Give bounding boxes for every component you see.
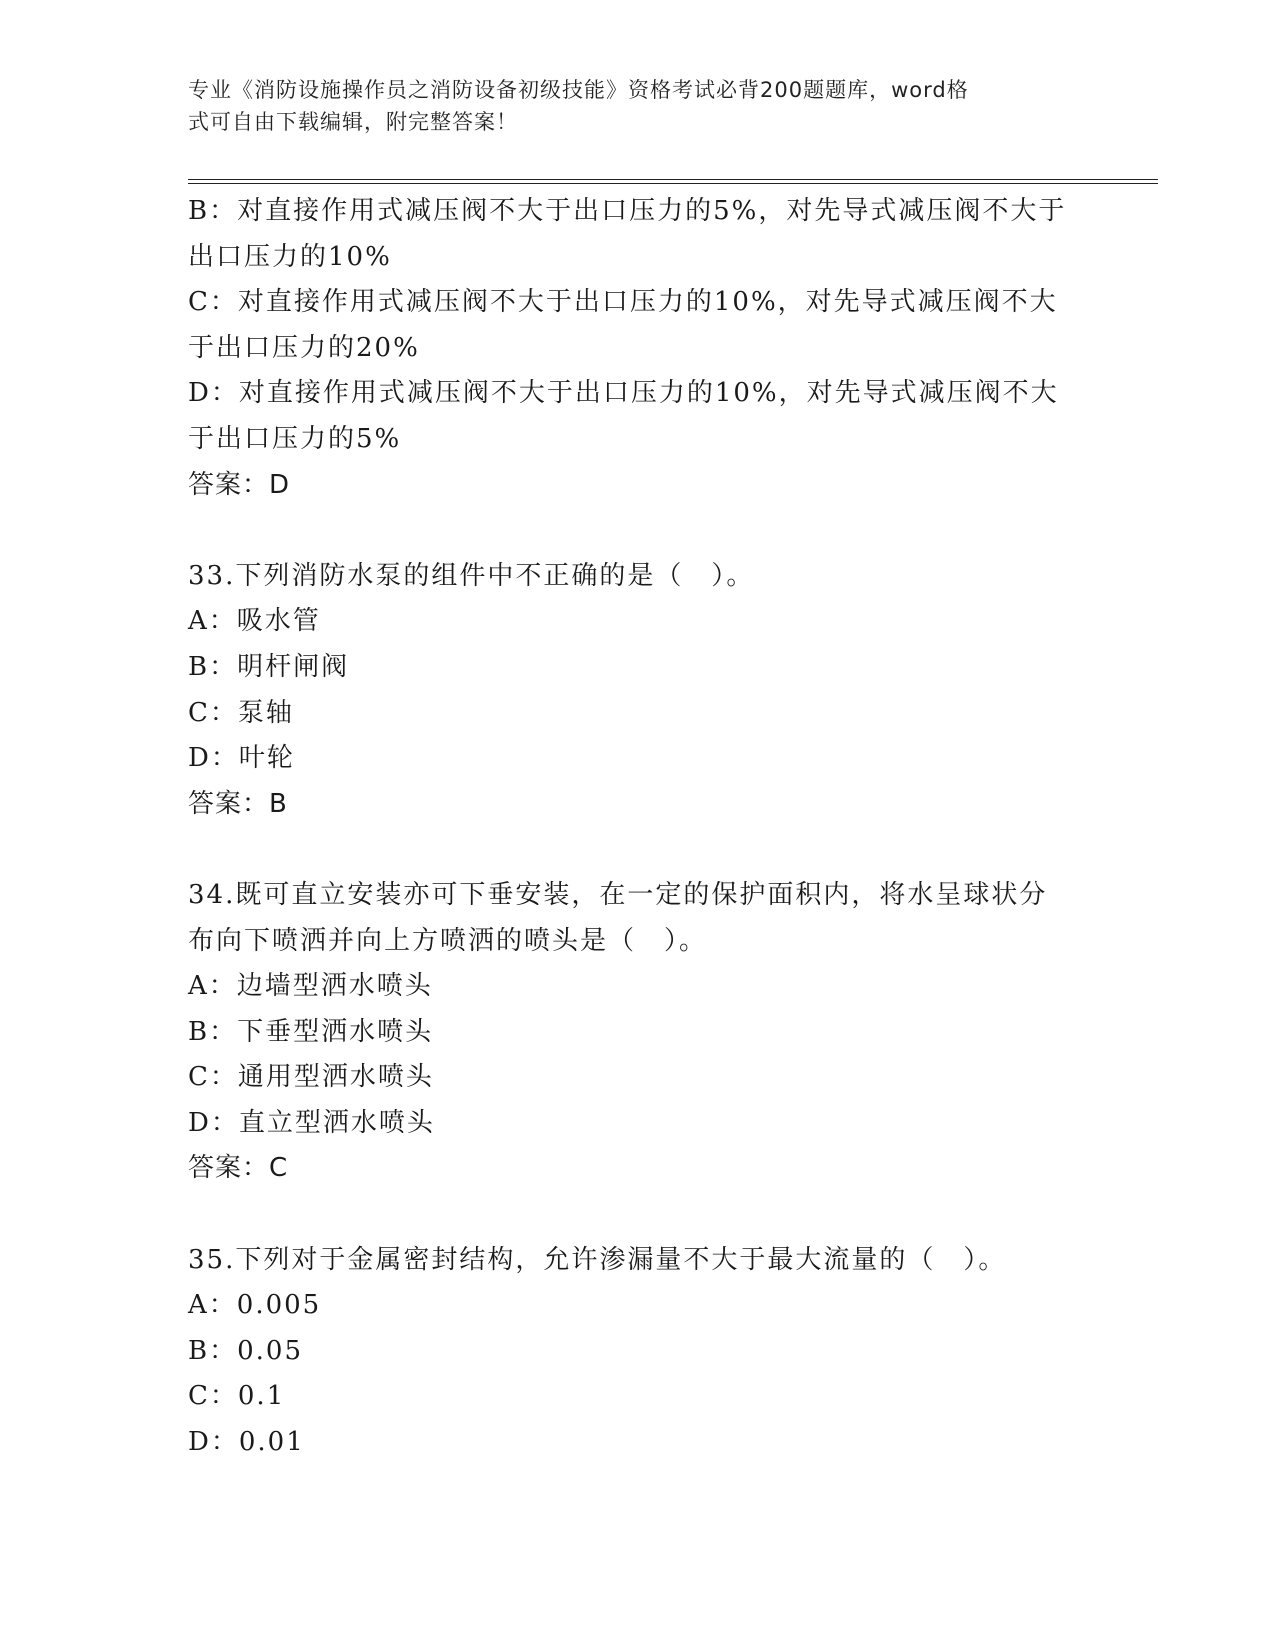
q33-answer: 答案：B <box>188 788 288 819</box>
question-content <box>188 189 1088 1466</box>
q34-stem-line-1: 34.既可直立安装亦可下垂安装，在一定的保护面积内，将水呈球状分 <box>188 879 1048 910</box>
q32-option-d-line-2: 于出口压力的5% <box>188 423 402 454</box>
q34-option-b: B：下垂型洒水喷头 <box>188 1016 434 1047</box>
q33-option-d: D：叶轮 <box>188 743 295 774</box>
q33-option-b: B：明杆闸阀 <box>188 651 350 682</box>
q34-answer: 答案：C <box>188 1153 289 1184</box>
header-title-line-2: 式可自由下载编辑，附完整答案！ <box>188 110 518 134</box>
q32-option-c-line-1: C：对直接作用式减压阀不大于出口压力的10%，对先导式减压阀不大 <box>188 287 1058 318</box>
q32-option-b-line-1: B：对直接作用式减压阀不大于出口压力的5%，对先导式减压阀不大于 <box>188 196 1067 226</box>
q34-option-a: A：边墙型洒水喷头 <box>188 971 433 1002</box>
q34-stem-line-2: 布向下喷洒并向上方喷洒的喷头是（ ）。 <box>188 925 708 956</box>
question-32-continued <box>188 189 1088 508</box>
q35-stem: 35.下列对于金属密封结构，允许渗漏量不大于最大流量的（ ）。 <box>188 1244 1007 1275</box>
q32-option-d-line-1: D：对直接作用式减压阀不大于出口压力的10%，对先导式减压阀不大 <box>188 378 1059 409</box>
q34-option-c: C：通用型洒水喷头 <box>188 1062 434 1093</box>
q32-option-c-line-2: 于出口压力的20% <box>188 332 420 363</box>
q35-option-d: D：0.01 <box>188 1427 305 1458</box>
header-divider-top <box>188 179 1158 180</box>
header-title-line-1: 专业《消防设施操作员之消防设备初级技能》资格考试必背200题题库，word格 <box>188 78 969 102</box>
spacer <box>188 508 1088 554</box>
spacer <box>188 827 1088 873</box>
q35-option-b: B：0.05 <box>188 1335 303 1366</box>
q33-stem: 33.下列消防水泵的组件中不正确的是（ ）。 <box>188 560 755 591</box>
q34-option-d: D：直立型洒水喷头 <box>188 1107 435 1138</box>
q33-option-a: A：吸水管 <box>188 606 321 637</box>
question-33 <box>188 554 1088 828</box>
q32-option-b-line-2: 出口压力的10% <box>188 241 392 272</box>
document-header <box>188 74 1068 138</box>
question-34 <box>188 873 1088 1192</box>
q35-option-a: A：0.005 <box>188 1290 322 1321</box>
q32-answer: 答案：D <box>188 469 291 500</box>
q33-option-c: C：泵轴 <box>188 697 294 728</box>
header-divider-bottom <box>188 183 1158 184</box>
question-35 <box>188 1238 1088 1466</box>
q35-option-c: C：0.1 <box>188 1381 286 1412</box>
spacer <box>188 1192 1088 1238</box>
